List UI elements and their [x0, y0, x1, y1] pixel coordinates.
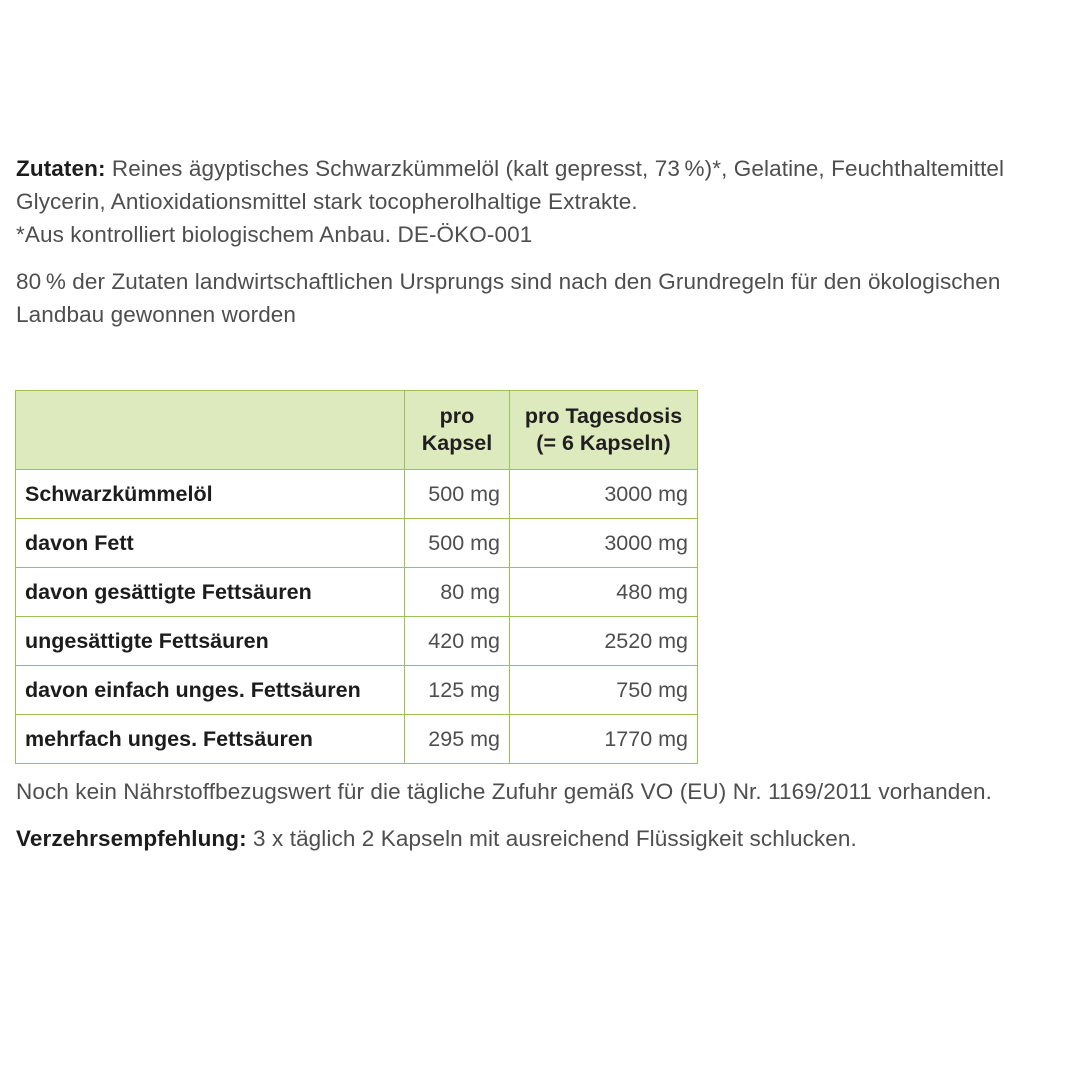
- consumption-text: 3 x täglich 2 Kapseln mit ausreichend Flüssigkeit schlucken.: [246, 826, 857, 851]
- daily-dose-value: 750 mg: [510, 666, 698, 715]
- column-header-daily-dose: [510, 391, 698, 470]
- daily-dose-value: 3000 mg: [510, 519, 698, 568]
- daily-dose-value: 2520 mg: [510, 617, 698, 666]
- table-row: [16, 568, 698, 617]
- per-capsule-value: 420 mg: [405, 617, 510, 666]
- daily-dose-line-1: pro Tagesdosis: [524, 404, 683, 428]
- nutrient-name: davon einfach unges. Fettsäuren: [16, 666, 405, 715]
- ingredients-label: Zutaten:: [16, 156, 106, 181]
- column-header-per-capsule: [405, 391, 510, 470]
- per-capsule-value: 500 mg: [405, 519, 510, 568]
- column-header-nutrient: [16, 391, 405, 470]
- ingredients-paragraph: [16, 152, 1036, 251]
- per-capsule-line-2: Kapsel: [421, 431, 493, 455]
- per-capsule-value: 295 mg: [405, 715, 510, 764]
- consumption-recommendation: [16, 822, 1036, 855]
- per-capsule-value: 500 mg: [405, 470, 510, 519]
- organic-origin-text: 80 % der Zutaten landwirtschaftlichen Ursprungs sind nach den Grundregeln für den ökologischen Landbau gewonnen worden: [16, 269, 1001, 327]
- per-capsule-value: 125 mg: [405, 666, 510, 715]
- daily-dose-line-2: (= 6 Kapseln): [536, 431, 671, 455]
- consumption-label: Verzehrsempfehlung:: [16, 826, 247, 851]
- nutrition-table: [15, 390, 698, 764]
- nutrition-table-wrapper: [15, 390, 697, 764]
- daily-dose-value: 480 mg: [510, 568, 698, 617]
- table-row: [16, 470, 698, 519]
- organic-origin-note: [16, 265, 1036, 331]
- nutrient-name: Schwarzkümmelöl: [16, 470, 405, 519]
- ingredients-text: Reines ägyptisches Schwarzkümmelöl (kalt gepresst, 73 %)*, Gelatine, Feuchthaltemittel Glycerin, Antioxidationsmittel stark tocopherolhaltige Extrakte.: [16, 156, 1005, 214]
- reference-intake-note: [16, 775, 1036, 808]
- per-capsule-value: 80 mg: [405, 568, 510, 617]
- per-capsule-line-1: pro: [439, 404, 475, 428]
- table-row: [16, 617, 698, 666]
- nutrient-name: ungesättigte Fettsäuren: [16, 617, 405, 666]
- table-row: [16, 666, 698, 715]
- ingredients-footnote: *Aus kontrolliert biologischem Anbau. DE-ÖKO-001: [16, 222, 533, 247]
- table-header-row: [16, 391, 698, 470]
- nutrition-table-body: [16, 470, 698, 764]
- reference-intake-text: Noch kein Nährstoffbezugswert für die tägliche Zufuhr gemäß VO (EU) Nr. 1169/2011 vorhanden.: [16, 779, 992, 804]
- nutrient-name: mehrfach unges. Fettsäuren: [16, 715, 405, 764]
- daily-dose-value: 3000 mg: [510, 470, 698, 519]
- daily-dose-value: 1770 mg: [510, 715, 698, 764]
- table-row: [16, 715, 698, 764]
- table-row: [16, 519, 698, 568]
- nutrition-table-head: [16, 391, 698, 470]
- nutrient-name: davon Fett: [16, 519, 405, 568]
- nutrient-name: davon gesättigte Fettsäuren: [16, 568, 405, 617]
